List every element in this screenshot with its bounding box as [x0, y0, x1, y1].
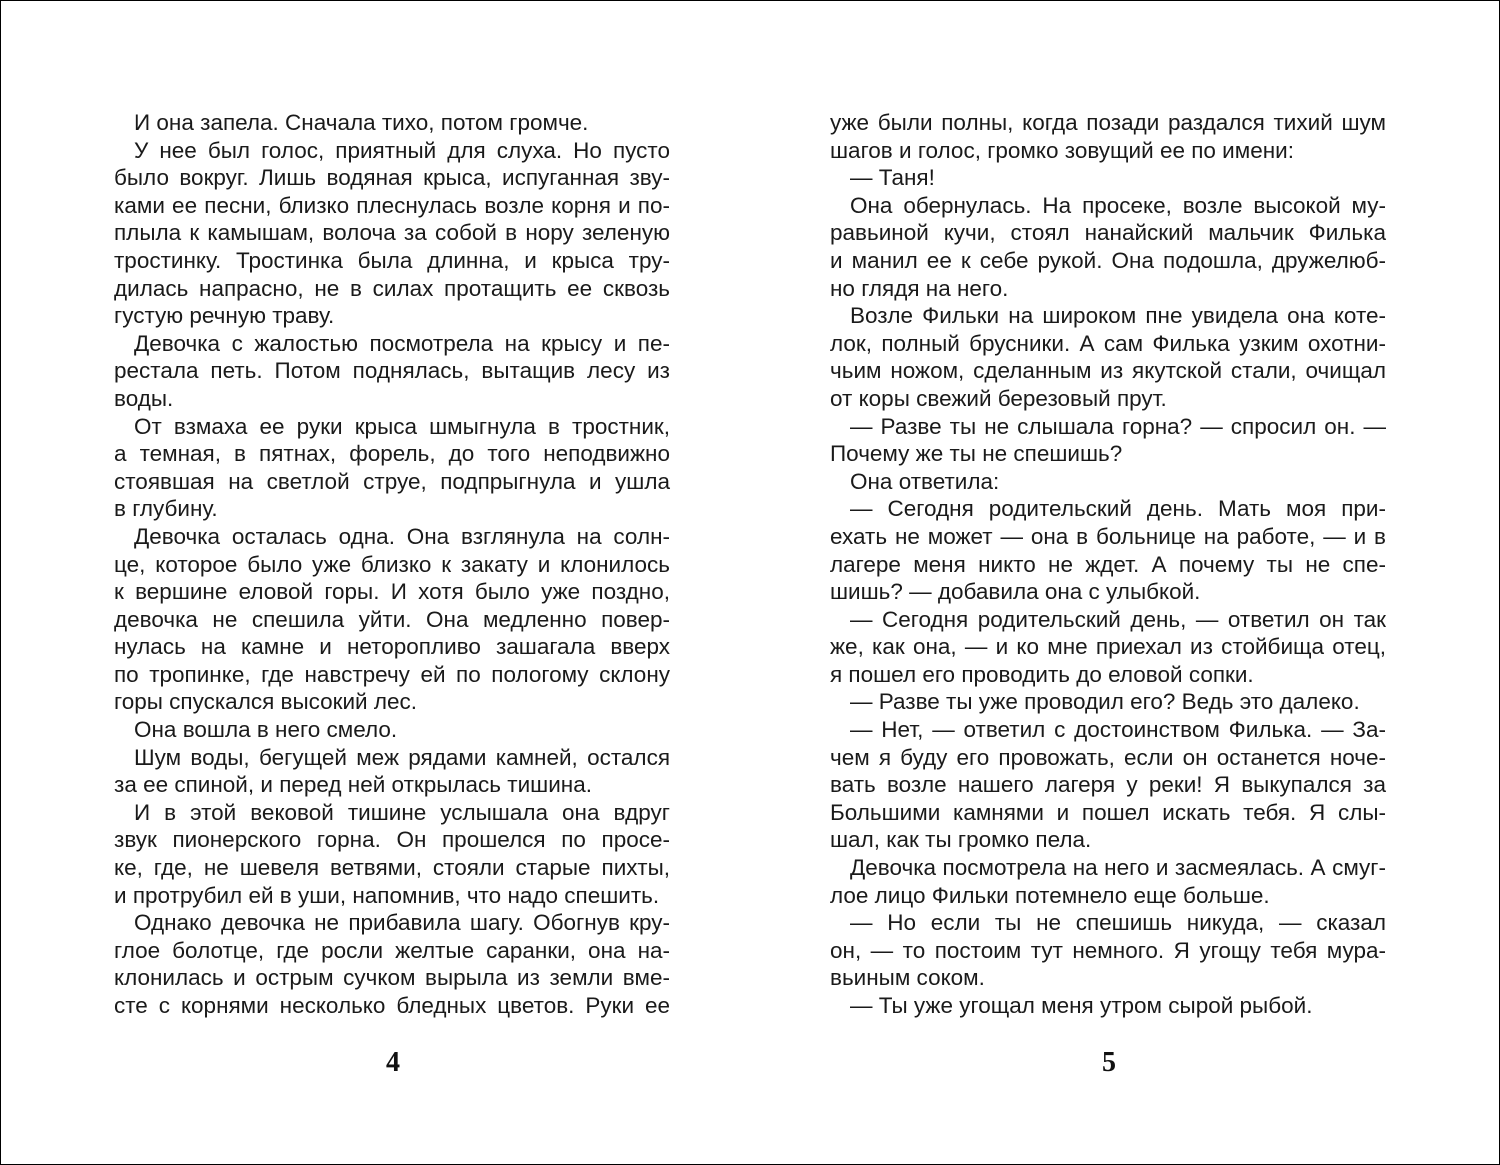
- text-line: чем я буду его провожать, если он останется ноче-: [830, 744, 1386, 770]
- text-line: а темная, в пятнах, форель, до того неподвижно: [114, 441, 670, 467]
- text-line: было вокруг. Лишь водяная крыса, испуганная зву-: [114, 165, 670, 191]
- text-line: звук пионерского горна. Он прошелся по просе-: [114, 827, 670, 853]
- text-line: по тропинке, где навстречу ей по пологому склону: [114, 661, 670, 687]
- paragraph: [114, 744, 670, 799]
- paragraph: [114, 109, 670, 137]
- right-page-text: [830, 109, 1386, 1020]
- text-line: стоявшая на светлой струе, подпрыгнула и ушла: [114, 468, 670, 494]
- text-line: — Разве ты не слышала горна? — спросил он. —: [850, 413, 1386, 439]
- text-line: клонилась и острым сучком вырыла из земли вме-: [114, 965, 670, 991]
- text-line: но глядя на него.: [830, 275, 1009, 301]
- text-line: рестала петь. Потом поднялась, вытащив лесу из: [114, 358, 670, 384]
- text-line: чьим ножом, сделанным из якутской стали, очищал: [830, 358, 1386, 384]
- paragraph: [830, 302, 1386, 412]
- text-line: густую речную траву.: [114, 303, 335, 329]
- text-line: Большими камнями и пошел искать тебя. Я слы-: [830, 799, 1386, 825]
- paragraph: [114, 523, 670, 716]
- text-line: — Но если ты не спешишь никуда, — сказал: [850, 910, 1386, 936]
- text-line: глое болотце, где росли желтые саранки, она на-: [114, 937, 670, 963]
- page-number-right: 5: [1102, 1047, 1116, 1078]
- text-line: Шум воды, бегущей меж рядами камней, остался: [134, 744, 670, 770]
- paragraph: [114, 909, 670, 1019]
- text-line: же, как она, — и ко мне приехал из стойбища отец,: [830, 634, 1386, 660]
- text-line: тростинку. Тростинка была длинна, и крыса тру-: [114, 247, 670, 273]
- text-line: дилась напрасно, не в силах протащить ее сквозь: [114, 275, 670, 301]
- text-line: он, — то постоим тут немного. Я угощу тебя мура-: [830, 937, 1386, 963]
- paragraph: [114, 413, 670, 523]
- paragraph: [114, 799, 670, 909]
- text-line: лагере меня никто не ждет. А почему ты не спе-: [830, 551, 1386, 577]
- right-page: [751, 1, 1500, 1164]
- paragraph: [114, 330, 670, 413]
- text-line: вать возле нашего лагеря у реки! Я выкупался за: [830, 772, 1386, 798]
- text-line: — Ты уже угощал меня утром сырой рыбой.: [850, 993, 1313, 1018]
- text-line: и манил ее к себе рукой. Она подошла, дружелюб-: [830, 247, 1386, 273]
- text-line: к вершине еловой горы. И хотя было уже поздно,: [114, 579, 670, 605]
- text-line: шагов и голос, громко зовущий ее по имени:: [830, 137, 1294, 163]
- paragraph: [114, 137, 670, 330]
- text-line: И в этой вековой тишине услышала она вдруг: [134, 799, 670, 825]
- text-line: девочка не спешила уйти. Она медленно повер-: [114, 606, 670, 632]
- paragraph: [830, 716, 1386, 854]
- text-line: горы спускался высокий лес.: [114, 689, 418, 715]
- page-number-left: 4: [386, 1047, 400, 1078]
- text-line: це, которое было уже близко к закату и клонилось: [114, 551, 670, 577]
- text-line: в глубину.: [114, 496, 218, 522]
- text-line: вьиным соком.: [830, 965, 985, 991]
- text-line: нулась на камне и неторопливо зашагала вверх: [114, 634, 670, 660]
- text-line: от коры свежий березовый прут.: [830, 385, 1167, 411]
- text-line: плыла к камышам, волоча за собой в нору зеленую: [114, 220, 670, 246]
- text-line: Она ответила:: [850, 468, 1000, 494]
- text-line: — Сегодня родительский день. Мать моя при-: [850, 496, 1386, 522]
- text-line: У нее был голос, приятный для слуха. Но пусто: [134, 137, 670, 163]
- text-line: Возле Фильки на широком пне увидела она коте-: [850, 303, 1386, 329]
- text-line: И она запела. Сначала тихо, потом громче.: [134, 110, 589, 135]
- text-line: и протрубил ей в уши, напомнив, что надо спешить.: [114, 882, 660, 908]
- paragraph: [830, 688, 1386, 716]
- paragraph: [830, 992, 1386, 1020]
- text-line: шишь? — добавила она с улыбкой.: [830, 579, 1201, 605]
- text-line: ке, где, не шевеля ветвями, стояли старые пихты,: [114, 855, 670, 881]
- paragraph: [830, 606, 1386, 689]
- text-line: От взмаха ее руки крыса шмыгнула в тростник,: [134, 413, 670, 439]
- text-line: за ее спиной, и перед ней открылась тишина.: [114, 772, 592, 798]
- text-line: уже были полны, когда позади раздался тихий шум: [830, 110, 1386, 135]
- paragraph: [830, 854, 1386, 909]
- text-line: ками ее песни, близко плеснулась возле корня и по-: [114, 192, 670, 218]
- text-line: воды.: [114, 385, 174, 411]
- text-line: — Сегодня родительский день, — ответил он так: [850, 606, 1386, 632]
- text-line: Девочка с жалостью посмотрела на крысу и пе-: [134, 330, 670, 356]
- text-line: Она обернулась. На просеке, возле высокой му-: [850, 192, 1386, 218]
- text-line: я пошел его проводить до еловой сопки.: [830, 661, 1254, 687]
- text-line: Девочка посмотрела на него и засмеялась. А смуг-: [850, 855, 1386, 881]
- paragraph: [830, 192, 1386, 302]
- left-page: [1, 1, 751, 1164]
- text-line: сте с корнями несколько бледных цветов. Руки ее: [114, 993, 670, 1018]
- text-line: лое лицо Фильки потемнело еще больше.: [830, 882, 1270, 908]
- text-line: лок, полный брусники. А сам Филька узким охотни-: [830, 330, 1386, 356]
- left-page-text: [114, 109, 670, 1020]
- paragraph: [114, 716, 670, 744]
- text-line: — Нет, — ответил с достоинством Филька. — За-: [850, 717, 1386, 743]
- paragraph: [830, 164, 1386, 192]
- text-line: ехать не может — она в больнице на работе, — и в: [830, 523, 1386, 549]
- text-line: Девочка осталась одна. Она взглянула на солн-: [134, 523, 670, 549]
- text-line: — Разве ты уже проводил его? Ведь это далеко.: [850, 689, 1360, 715]
- text-line: — Таня!: [850, 165, 935, 191]
- paragraph: [830, 495, 1386, 605]
- text-line: Однако девочка не прибавила шагу. Обогнув кру-: [134, 910, 670, 936]
- text-line: шал, как ты громко пела.: [830, 827, 1092, 853]
- paragraph: [830, 109, 1386, 164]
- paragraph: [830, 413, 1386, 468]
- paragraph: [830, 909, 1386, 992]
- text-line: Почему же ты не спешишь?: [830, 441, 1123, 467]
- text-line: Она вошла в него смело.: [134, 717, 398, 743]
- text-line: равьиной кучи, стоял нанайский мальчик Филька: [830, 220, 1386, 246]
- paragraph: [830, 468, 1386, 496]
